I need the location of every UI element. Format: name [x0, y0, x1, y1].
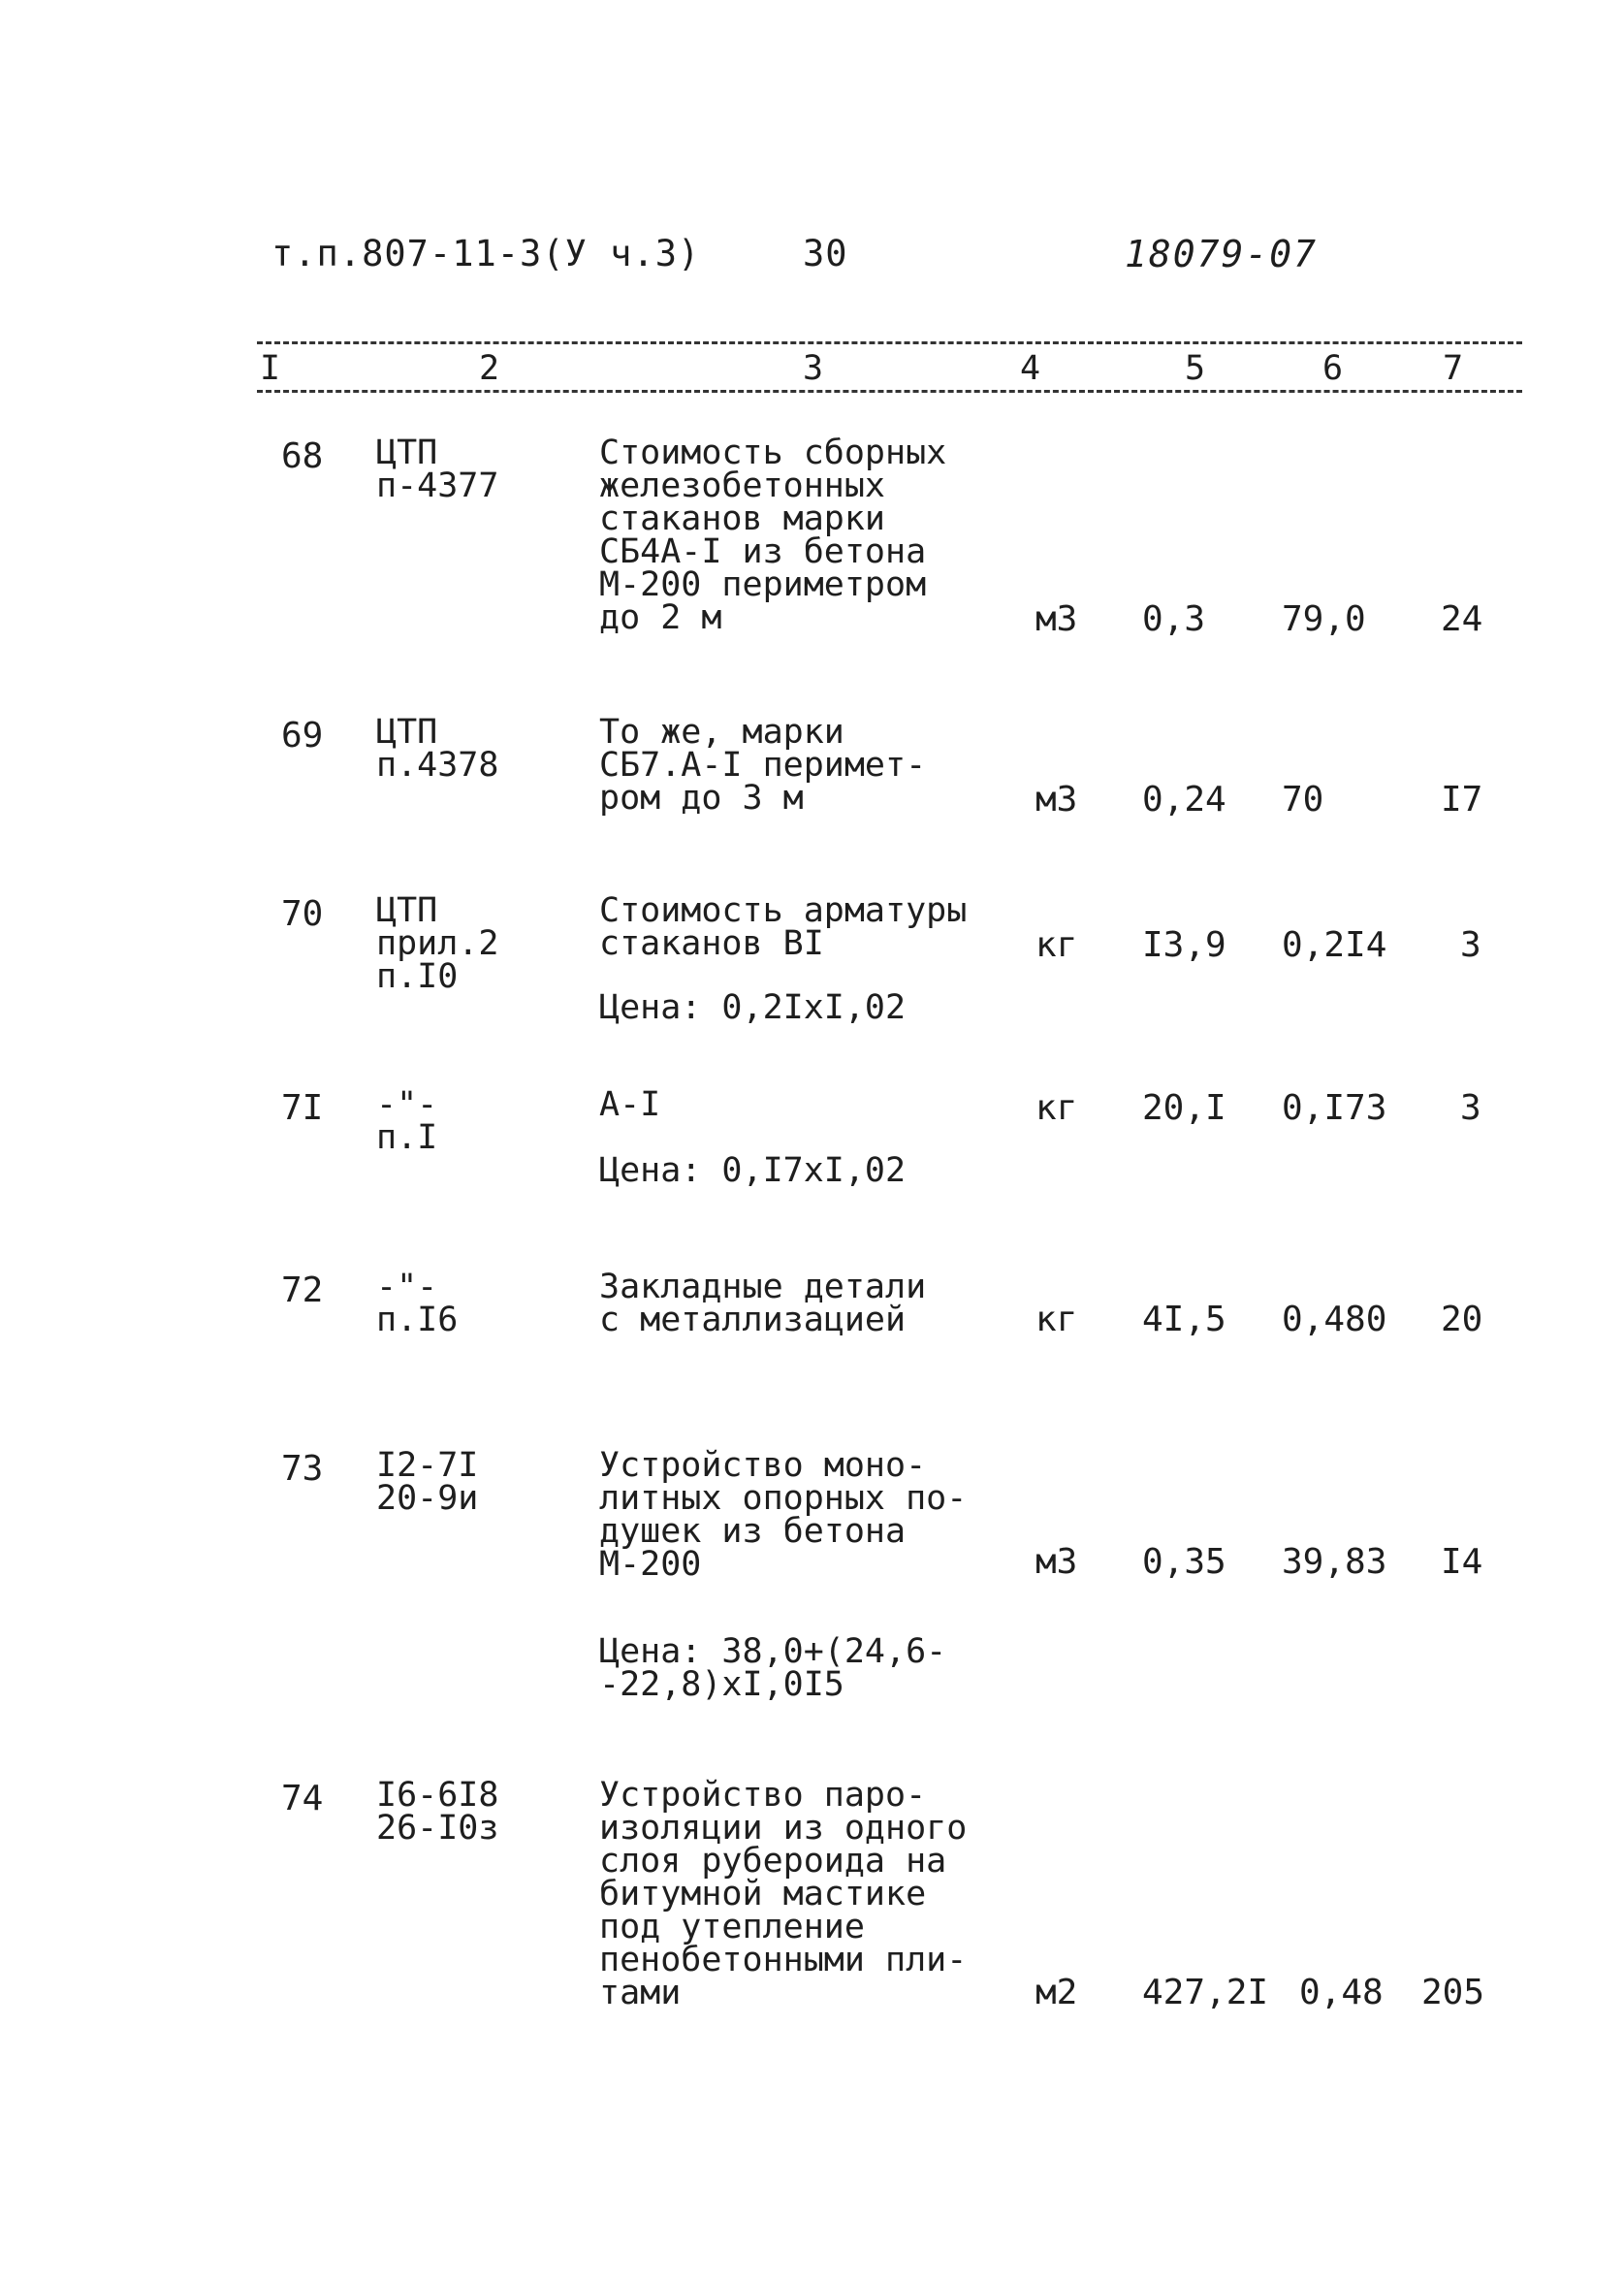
row-code: ЦТП прил.2 п.I0	[376, 891, 499, 996]
column-header-4: 4	[1020, 349, 1041, 388]
row-total: 205	[1421, 1973, 1485, 2012]
row-unit-price: 70	[1282, 780, 1324, 820]
row-price-note: Цена: 0,2IxI,02	[599, 988, 907, 1027]
row-quantity: 0,3	[1142, 599, 1206, 639]
row-description: A-I	[599, 1085, 661, 1124]
row-number: 68	[281, 436, 324, 476]
row-unit: м3	[1035, 599, 1078, 639]
row-number: 69	[281, 716, 324, 756]
row-unit: кг	[1035, 1300, 1078, 1339]
row-price-note: Цена: 38,0+(24,6- -22,8)xI,0I5	[599, 1632, 947, 1704]
row-quantity: 0,35	[1142, 1542, 1226, 1582]
column-header-3: 3	[803, 349, 824, 388]
row-unit-price: 79,0	[1282, 599, 1366, 639]
row-total: I7	[1441, 780, 1483, 820]
column-header-7: 7	[1443, 349, 1464, 388]
row-unit-price: 0,48	[1299, 1973, 1384, 2012]
document-number: 18079-07	[1125, 233, 1319, 275]
row-description: Устройство моно- литных опорных по- душек из бетона М-200	[599, 1446, 968, 1584]
header-bottom-rule	[257, 390, 1522, 393]
row-unit-price: 39,83	[1282, 1542, 1387, 1582]
row-unit-price: 0,480	[1282, 1300, 1387, 1339]
row-unit: кг	[1035, 1088, 1078, 1128]
row-description: Стоимость арматуры стаканов BI	[599, 891, 968, 963]
row-number: 7I	[281, 1088, 324, 1128]
row-number: 70	[281, 894, 324, 934]
row-code: I6-6I8 26-I0з	[376, 1776, 499, 1848]
row-code: -"- п.I	[376, 1085, 438, 1157]
row-description: Устройство паро- изоляции из одного слоя рубероида на битумной мастике под утепление пенобетонными пли- тами	[599, 1776, 968, 2012]
row-quantity: I3,9	[1142, 925, 1226, 965]
row-unit-price: 0,2I4	[1282, 925, 1387, 965]
row-quantity: 20,I	[1142, 1088, 1226, 1128]
row-number: 73	[281, 1449, 324, 1489]
row-code: ЦТП п.4378	[376, 713, 499, 785]
row-description: Закладные детали с металлизацией	[599, 1268, 927, 1339]
row-unit: кг	[1035, 925, 1078, 965]
row-code: -"- п.I6	[376, 1268, 459, 1339]
row-code: I2-7I 20-9и	[376, 1446, 479, 1518]
page-number: 30	[803, 233, 848, 274]
column-header-5: 5	[1185, 349, 1206, 388]
row-total: 24	[1441, 599, 1483, 639]
header-top-rule	[257, 341, 1522, 344]
row-description: То же, марки СБ7.А-I перимет- ром до 3 м	[599, 713, 927, 818]
row-number: 72	[281, 1270, 324, 1310]
row-unit: м3	[1035, 1542, 1078, 1582]
row-quantity: 4I,5	[1142, 1300, 1226, 1339]
row-quantity: 0,24	[1142, 780, 1226, 820]
row-code: ЦТП п-4377	[376, 434, 499, 505]
column-header-6: 6	[1322, 349, 1344, 388]
row-total: 3	[1460, 925, 1481, 965]
row-price-note: Цена: 0,I7xI,02	[599, 1151, 907, 1190]
row-description: Стоимость сборных железобетонных стаканов марки СБ4А-I из бетона М-200 периметром до 2 м	[599, 434, 947, 637]
row-unit-price: 0,I73	[1282, 1088, 1387, 1128]
row-total: I4	[1441, 1542, 1483, 1582]
document-code: т.п.807-11-3(У ч.3)	[271, 233, 701, 274]
row-quantity: 427,2I	[1142, 1973, 1269, 2012]
row-total: 3	[1460, 1088, 1481, 1128]
column-header-1: I	[260, 349, 281, 388]
column-header-2: 2	[479, 349, 500, 388]
row-number: 74	[281, 1779, 324, 1818]
row-total: 20	[1441, 1300, 1483, 1339]
row-unit: м2	[1035, 1973, 1078, 2012]
row-unit: м3	[1035, 780, 1078, 820]
